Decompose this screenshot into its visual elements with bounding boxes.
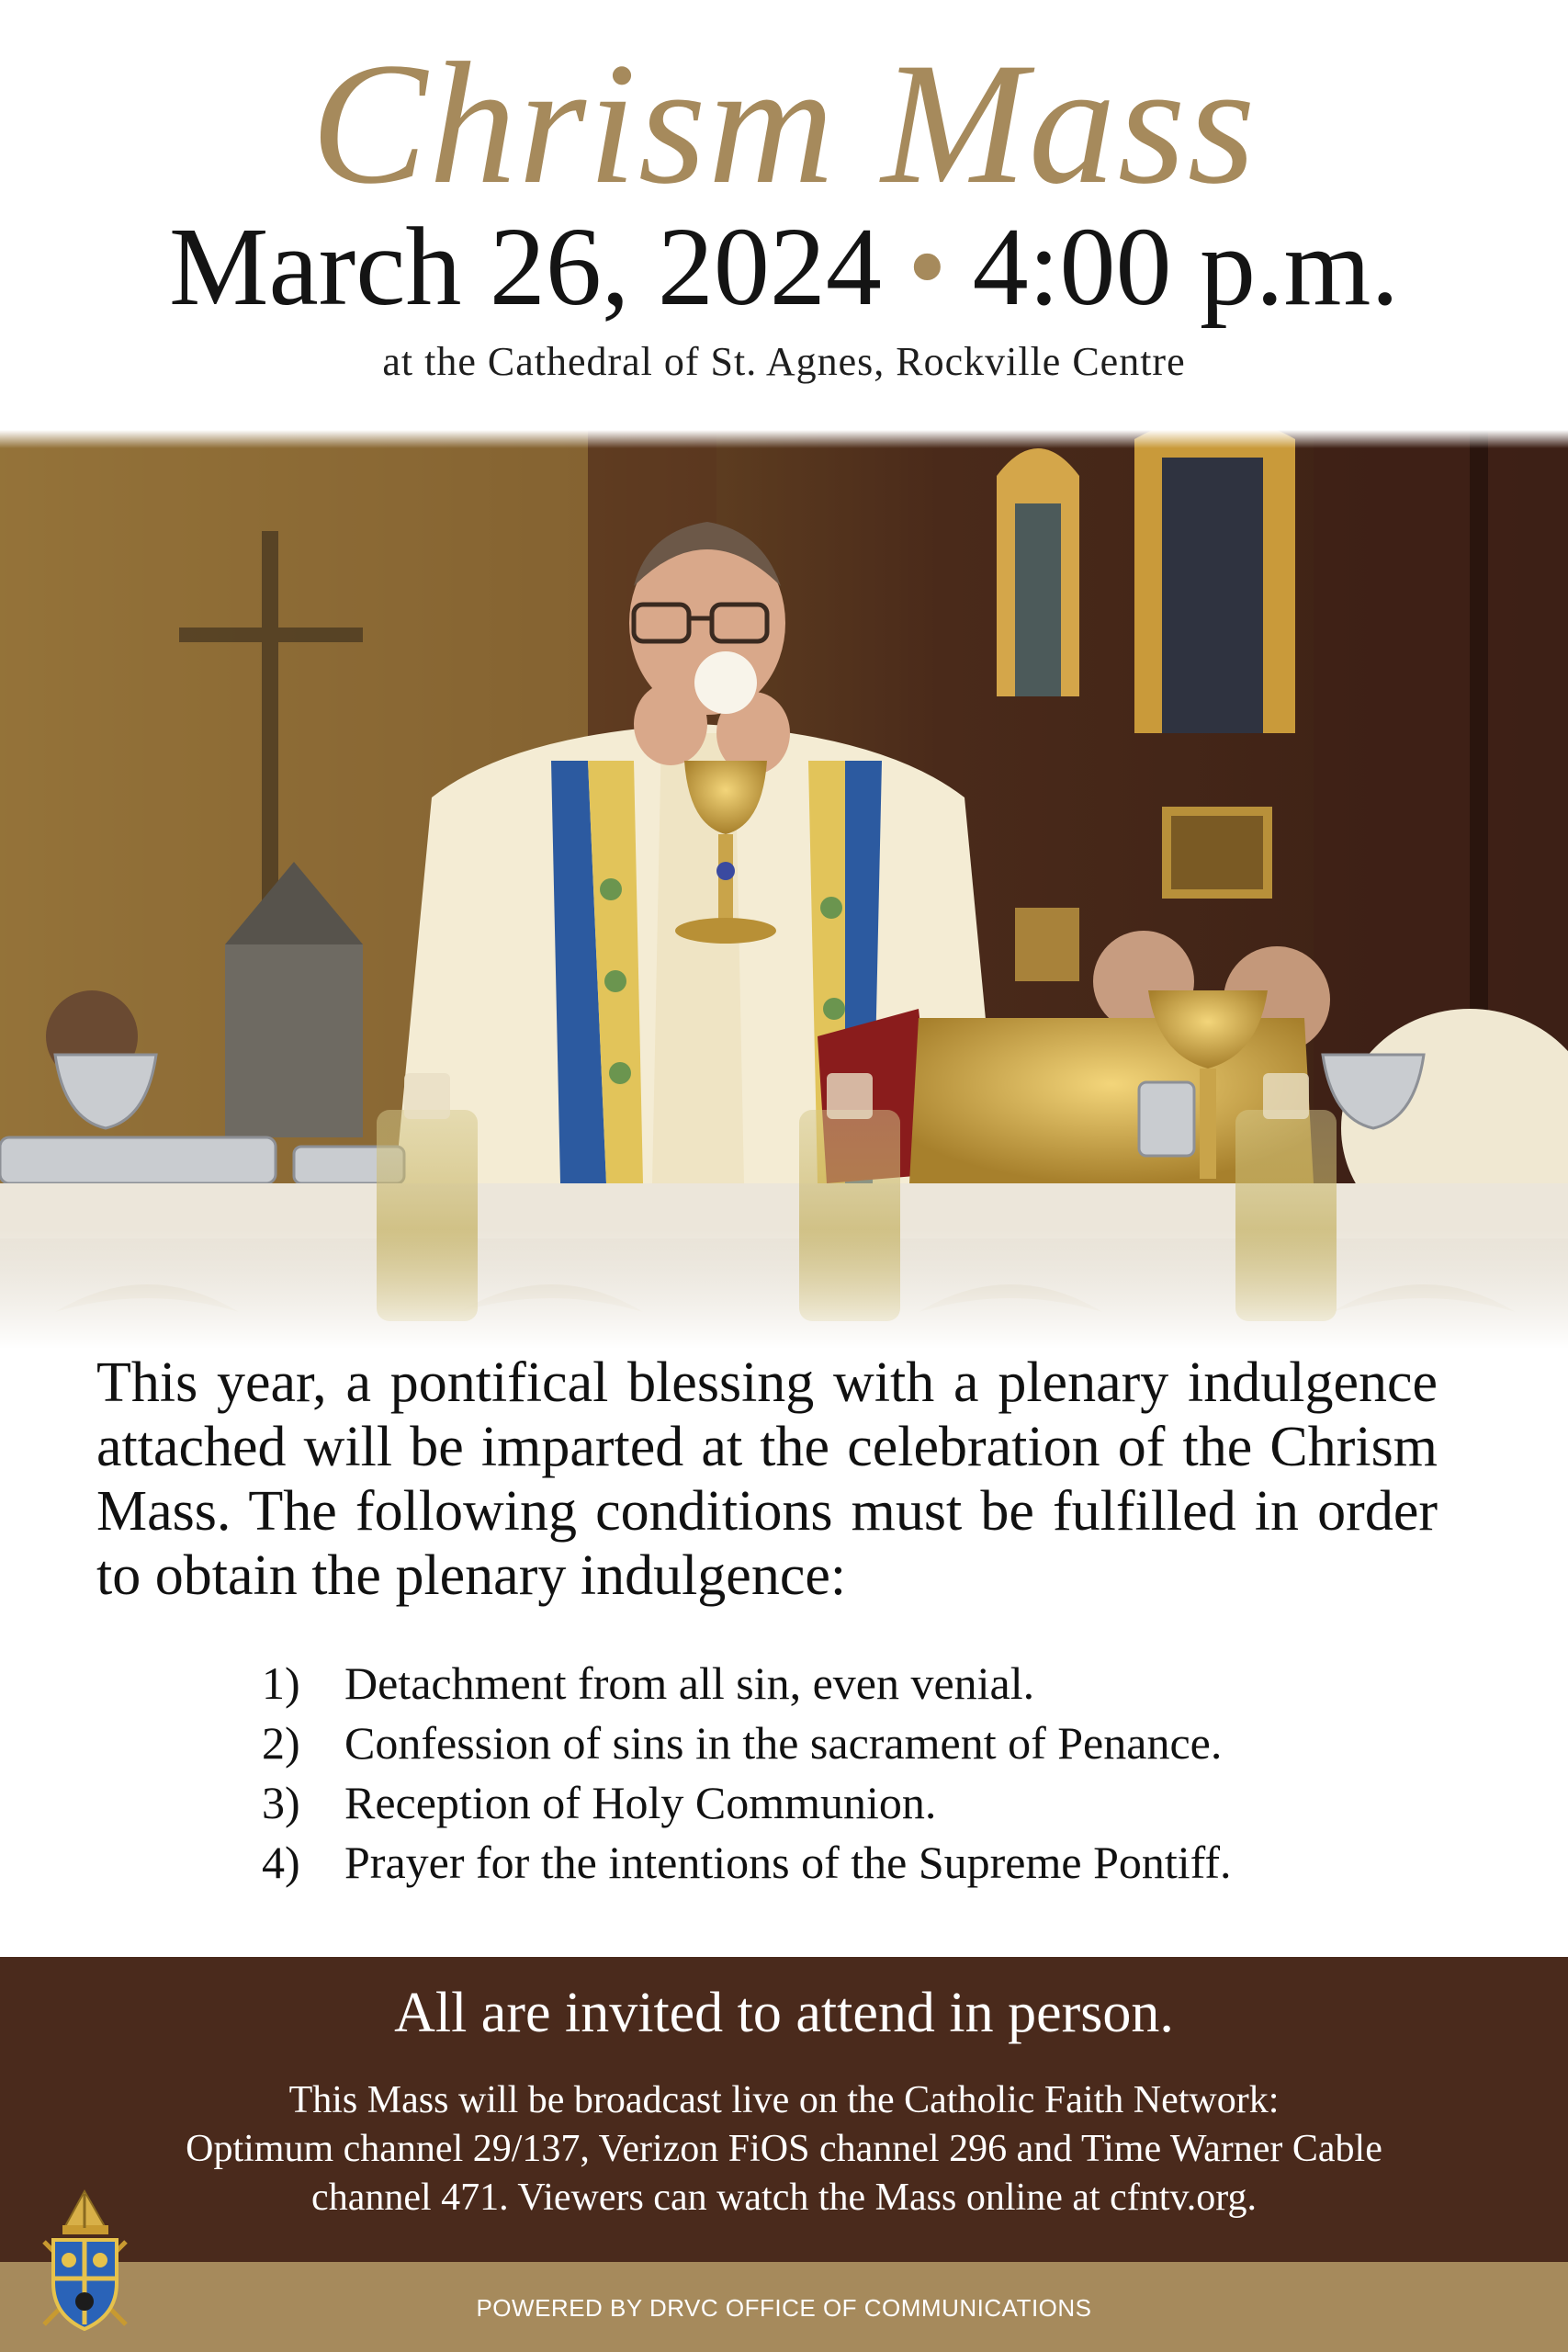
conditions-list <box>262 1654 1456 1893</box>
list-item-text: Reception of Holy Communion. <box>344 1777 937 1828</box>
list-item <box>262 1773 1456 1833</box>
indulgence-intro: This year, a pontifical blessing with a plenary indulgence attached will be imparted at the celebration of the Chrism Mass. The following conditions must be fulfilled in order to obtain the plenary indulgence: <box>96 1351 1438 1607</box>
list-item <box>262 1654 1456 1713</box>
broadcast-line: Optimum channel 29/137, Verizon FiOS channel 296 and Time Warner Cable <box>186 2128 1382 2170</box>
broadcast-line: channel 471. Viewers can watch the Mass online at cfntv.org. <box>311 2177 1257 2219</box>
broadcast-info <box>92 2076 1476 2222</box>
event-date: March 26, 2024 <box>169 205 882 329</box>
list-item-text: Confession of sins in the sacrament of Penance. <box>344 1717 1223 1769</box>
invite-heading: All are invited to attend in person. <box>394 1982 1174 2044</box>
event-title: Chrism Mass <box>310 28 1258 220</box>
date-time-line <box>0 205 1568 329</box>
list-item-text: Prayer for the intentions of the Supreme Pontiff. <box>344 1837 1232 1888</box>
separator-bullet: • <box>907 205 947 329</box>
list-item <box>262 1833 1456 1893</box>
diocese-coat-of-arms-icon <box>37 2187 133 2334</box>
event-time: 4:00 p.m. <box>972 205 1399 329</box>
powered-by-credit: POWERED BY DRVC OFFICE OF COMMUNICATIONS <box>476 2294 1092 2322</box>
list-item <box>262 1713 1456 1773</box>
list-item-number: 4) <box>262 1837 300 1888</box>
list-item-text: Detachment from all sin, even venial. <box>344 1657 1035 1709</box>
altar-photo <box>0 430 1568 1349</box>
event-venue: at the Cathedral of St. Agnes, Rockville Centre <box>382 339 1186 384</box>
list-item-number: 3) <box>262 1777 300 1828</box>
header <box>0 0 1568 430</box>
powered-band <box>0 2262 1568 2352</box>
list-item-number: 1) <box>262 1657 300 1709</box>
broadcast-line: This Mass will be broadcast live on the Catholic Faith Network: <box>288 2079 1280 2121</box>
invite-band <box>0 1957 1568 2262</box>
list-item-number: 2) <box>262 1717 300 1769</box>
